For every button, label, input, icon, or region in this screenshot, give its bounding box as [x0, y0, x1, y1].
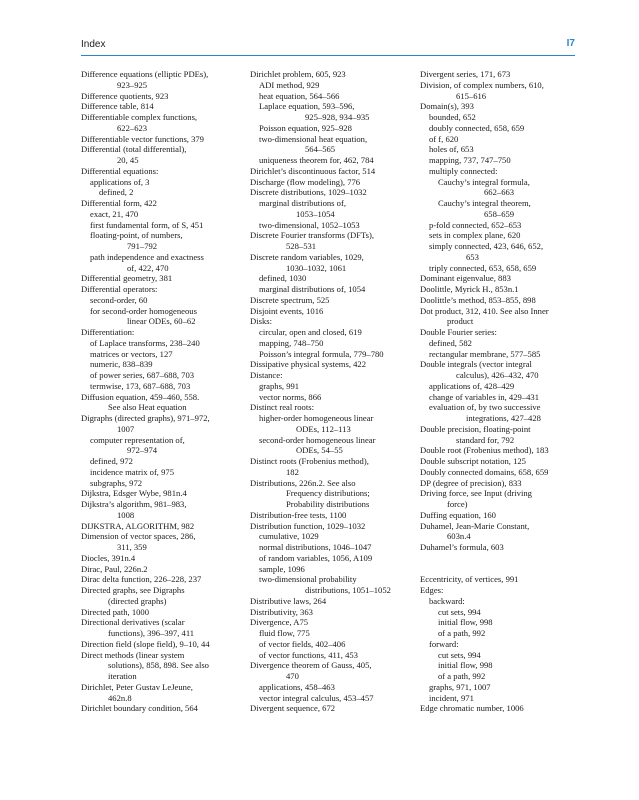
index-entry: Discharge (flow modeling), 776	[250, 176, 361, 187]
index-subentry: termwise, 173, 687–688, 703	[90, 380, 191, 391]
index-column-1	[81, 69, 259, 714]
index-subentry: functions), 396–397, 411	[108, 628, 195, 638]
index-entry: Distance:	[250, 370, 283, 380]
index-entry: Doubly connected domains, 658, 659	[420, 466, 549, 477]
index-subentry: mapping, 748–750	[259, 337, 324, 348]
index-entry: Diffusion equation, 459–460, 558.	[81, 391, 200, 402]
index-subentry: rectangular membrane, 577–585	[429, 348, 541, 359]
index-subentry: cut sets, 994	[438, 606, 481, 617]
index-entry: Differentiation:	[81, 327, 135, 337]
index-subentry: 662–663	[484, 187, 515, 198]
index-subentry: exact, 21, 470	[90, 208, 139, 219]
index-subentry: initial flow, 998	[438, 617, 493, 628]
index-subentry: integrations, 427–428	[466, 413, 541, 423]
index-entry: Difference quotients, 923	[81, 90, 169, 101]
index-entry: Dot product, 312, 410. See also Inner	[420, 305, 549, 316]
index-subentry: solutions), 858, 898. See also	[108, 660, 209, 671]
index-subentry: heat equation, 564–566	[259, 90, 340, 101]
index-subentry: 972–974	[127, 445, 158, 456]
index-column-3	[420, 69, 580, 714]
index-subentry: simply connected, 423, 646, 652,	[429, 241, 544, 251]
index-subentry: numeric, 838–839	[90, 359, 153, 370]
index-entry: Dominant eigenvalue, 883	[420, 273, 511, 284]
index-entry: Differentiable vector functions, 379	[81, 133, 204, 144]
index-subentry: path independence and exactness	[90, 251, 204, 262]
index-subentry: calculus), 426–432, 470	[456, 370, 539, 380]
index-subentry: 182	[286, 466, 299, 477]
index-subentry: Poisson equation, 925–928	[259, 122, 352, 133]
index-entry: Discrete random variables, 1029,	[250, 251, 364, 262]
index-subentry: Probability distributions	[286, 499, 370, 509]
index-subentry: higher-order homogeneous linear	[259, 413, 374, 423]
index-subentry: of power series, 687–688, 703	[90, 370, 195, 380]
index-entry: Duhamel, Jean-Marie Constant,	[420, 520, 530, 531]
running-header	[81, 38, 575, 54]
index-subentry: 20, 45	[117, 155, 139, 165]
index-entry: Edges:	[420, 585, 444, 595]
index-subentry: holes of, 653	[429, 144, 474, 155]
index-subentry: 1008	[117, 509, 135, 520]
index-entry: Distribution function, 1029–1032	[250, 520, 366, 531]
index-subentry: 564–565	[305, 144, 336, 155]
header-rule	[81, 55, 575, 56]
index-entry: Difference equations (elliptic PDEs),	[81, 69, 209, 79]
index-entry: Doolittle’s method, 853–855, 898	[420, 294, 536, 305]
index-subentry: of a path, 992	[438, 628, 486, 638]
index-subentry: 528–531	[286, 241, 317, 251]
index-entry: Differential operators:	[81, 284, 158, 294]
index-subentry: 311, 359	[117, 542, 147, 552]
index-entry: Dimension of vector spaces, 286,	[81, 531, 196, 542]
index-subentry: of, 422, 470	[127, 262, 169, 273]
index-subentry: of vector fields, 402–406	[259, 638, 346, 649]
index-subentry: ODEs, 112–113	[296, 423, 351, 434]
index-subentry: 923–925	[117, 79, 148, 90]
index-subentry: 470	[286, 671, 299, 681]
section-gap	[420, 553, 580, 564]
index-subentry: two-dimensional heat equation,	[259, 133, 368, 144]
index-subentry: multiply connected:	[429, 165, 498, 176]
index-entry: Division, of complex numbers, 610,	[420, 79, 544, 90]
section-gap	[420, 564, 580, 575]
index-entry: Distributions, 226n.2. See also	[250, 477, 356, 488]
index-entry: Differential (total differential),	[81, 144, 187, 155]
index-subentry: 615–616	[456, 90, 487, 101]
index-subentry: first fundamental form, of S, 451	[90, 219, 204, 230]
index-subentry: doubly connected, 658, 659	[429, 122, 525, 133]
index-subentry: Cauchy’s integral formula,	[438, 176, 530, 187]
index-entry: Dissipative physical systems, 422	[250, 359, 367, 370]
index-subentry: second-order homogeneous linear	[259, 434, 376, 445]
index-entry: Domain(s), 393	[420, 101, 474, 112]
index-entry: Dirac delta function, 226–228, 237	[81, 574, 202, 585]
index-subentry: ODEs, 54–55	[296, 445, 343, 456]
index-entry: Differentiable complex functions,	[81, 112, 198, 122]
index-entry: Directional derivatives (scalar	[81, 617, 185, 628]
index-subentry: incidence matrix of, 975	[90, 466, 174, 477]
index-subentry: 1053–1054	[296, 208, 335, 219]
index-entry: Differential form, 422	[81, 198, 157, 208]
index-subentry: second-order, 60	[90, 294, 148, 305]
index-entry: Duffing equation, 160	[420, 509, 496, 520]
index-subentry: linear ODEs, 60–62	[127, 316, 196, 327]
index-subentry: iteration	[108, 671, 137, 681]
index-subentry: backward:	[429, 595, 465, 606]
index-entry: Divergence theorem of Gauss, 405,	[250, 660, 372, 671]
index-entry: Divergent sequence, 672	[250, 703, 336, 714]
index-subentry: vector integral calculus, 453–457	[259, 692, 374, 703]
index-subentry: of random variables, 1056, A109	[259, 552, 373, 563]
index-entry: Doolittle, Myrick H., 853n.1	[420, 284, 519, 294]
index-entry: Divergent series, 171, 673	[420, 69, 511, 79]
index-subentry: standard for, 792	[456, 434, 515, 445]
index-subentry: defined, 1030	[259, 273, 307, 284]
index-entry: DIJKSTRA, ALGORITHM, 982	[81, 520, 195, 531]
index-subentry: matrices or vectors, 127	[90, 348, 173, 359]
index-subentry: uniqueness theorem for, 462, 784	[259, 155, 374, 165]
index-subentry: applications, 458–463	[259, 681, 335, 692]
index-entry: Direct methods (linear system	[81, 649, 185, 660]
index-subentry: defined, 2	[99, 187, 134, 198]
index-subentry: 462n.8	[108, 692, 132, 703]
index-entry: Differential geometry, 381	[81, 273, 173, 284]
index-subentry: distributions, 1051–1052	[305, 585, 391, 595]
index-subentry: vector norms, 866	[259, 391, 322, 402]
index-subentry: product	[447, 316, 474, 327]
index-entry: Dirac, Paul, 226n.2	[81, 563, 148, 574]
index-subentry: sample, 1096	[259, 563, 305, 574]
index-entry: Direction field (slope field), 9–10, 44	[81, 638, 210, 649]
index-entry: Double precision, floating-point	[420, 423, 531, 434]
index-entry: Discrete distributions, 1029–1032	[250, 187, 367, 198]
index-subentry: fluid flow, 775	[259, 628, 310, 638]
index-subentry: graphs, 971, 1007	[429, 681, 491, 692]
index-subentry: evaluation of, by two successive	[429, 402, 541, 413]
index-entry: Double Fourier series:	[420, 327, 497, 337]
index-entry: Eccentricity, of vertices, 991	[420, 574, 519, 585]
index-subentry: (directed graphs)	[108, 595, 167, 606]
index-subentry: incident, 971	[429, 692, 474, 703]
index-subentry: Frequency distributions;	[286, 488, 370, 499]
index-subentry: 925–928, 934–935	[305, 112, 370, 122]
index-entry: Directed graphs, see Digraphs	[81, 585, 185, 595]
index-entry: Edge chromatic number, 1006	[420, 703, 524, 714]
index-subentry: marginal distributions of, 1054	[259, 284, 366, 294]
index-subentry: two-dimensional, 1052–1053	[259, 219, 360, 230]
index-entry: Digraphs (directed graphs), 971–972,	[81, 413, 210, 423]
index-subentry: marginal distributions of,	[259, 198, 346, 208]
index-entry: Difference table, 814	[81, 101, 154, 112]
index-entry: Disks:	[250, 316, 272, 327]
index-subentry: initial flow, 998	[438, 660, 493, 671]
index-subentry: defined, 582	[429, 337, 472, 348]
index-subentry: 1007	[117, 423, 135, 434]
index-entry: Directed path, 1000	[81, 606, 150, 617]
index-subentry: 653	[466, 251, 479, 262]
index-entry: Dirichlet’s discontinuous factor, 514	[250, 165, 376, 176]
header-title: Index	[81, 39, 106, 50]
index-subentry: of f, 620	[429, 133, 459, 144]
index-subentry: forward:	[429, 638, 459, 649]
index-subentry: cumulative, 1029	[259, 531, 319, 542]
index-entry: Discrete Fourier transforms (DFTs),	[250, 230, 374, 241]
index-column-2	[250, 69, 428, 714]
index-subentry: for second-order homogeneous	[90, 305, 197, 316]
index-subentry: 1030–1032, 1061	[286, 262, 347, 273]
index-subentry: floating-point, of numbers,	[90, 230, 183, 241]
index-entry: Dirichlet boundary condition, 564	[81, 703, 198, 714]
page-number: I7	[566, 38, 575, 49]
index-subentry: sets in complex plane, 620	[429, 230, 521, 241]
index-subentry: Laplace equation, 593–596,	[259, 101, 355, 112]
index-subentry: See also Heat equation	[108, 402, 187, 413]
index-entry: Dirichlet, Peter Gustav LeJeune,	[81, 681, 193, 692]
index-subentry: applications of, 428–429	[429, 380, 515, 391]
index-subentry: applications of, 3	[90, 176, 150, 187]
index-entry: Distributivity, 363	[250, 606, 313, 617]
index-subentry: defined, 972	[90, 456, 133, 466]
index-subentry: Poisson’s integral formula, 779–780	[259, 348, 384, 359]
index-subentry: 791–792	[127, 241, 158, 251]
index-entry: Discrete spectrum, 525	[250, 294, 330, 305]
index-entry: Dijkstra, Edsger Wybe, 981n.4	[81, 488, 187, 499]
index-entry: Differential equations:	[81, 165, 159, 176]
index-subentry: 622–623	[117, 122, 148, 133]
index-subentry: graphs, 991	[259, 380, 300, 391]
index-subentry: triply connected, 653, 658, 659	[429, 262, 537, 273]
index-entry: Dijkstra’s algorithm, 981–983,	[81, 499, 187, 509]
index-entry: Divergence, A75	[250, 617, 309, 628]
index-entry: Double integrals (vector integral	[420, 359, 532, 370]
index-subentry: two-dimensional probability	[259, 574, 357, 585]
index-entry: Disjoint events, 1016	[250, 305, 324, 316]
index-subentry: 658–659	[484, 208, 515, 219]
index-subentry: subgraphs, 972	[90, 477, 143, 488]
index-entry: Distribution-free tests, 1100	[250, 509, 347, 520]
index-subentry: cut sets, 994	[438, 649, 481, 660]
index-subentry: mapping, 737, 747–750	[429, 155, 511, 165]
index-subentry: Cauchy’s integral theorem,	[438, 198, 531, 208]
index-entry: Distinct real roots:	[250, 402, 314, 413]
index-subentry: p-fold connected, 652–653	[429, 219, 522, 230]
index-subentry: bounded, 652	[429, 112, 476, 122]
index-entry: Driving force, see Input (driving	[420, 488, 532, 499]
index-entry: Double root (Frobenius method), 183	[420, 445, 549, 456]
index-subentry: circular, open and closed, 619	[259, 327, 362, 337]
index-subentry: computer representation of,	[90, 434, 185, 445]
index-subentry: normal distributions, 1046–1047	[259, 542, 372, 552]
index-subentry: of Laplace transforms, 238–240	[90, 337, 200, 348]
index-subentry: of vector functions, 411, 453	[259, 649, 358, 660]
index-subentry: 603n.4	[447, 531, 471, 542]
index-entry: Distributive laws, 264	[250, 595, 327, 606]
index-entry: Dirichlet problem, 605, 923	[250, 69, 346, 79]
index-subentry: change of variables in, 429–431	[429, 391, 540, 402]
index-entry: DP (degree of precision), 833	[420, 477, 522, 488]
index-subentry: ADI method, 929	[259, 79, 320, 90]
index-entry: Distinct roots (Frobenius method),	[250, 456, 369, 466]
index-subentry: of a path, 992	[438, 671, 486, 681]
index-subentry: force)	[447, 499, 468, 509]
index-entry: Double subscript notation, 125	[420, 456, 526, 466]
index-entry: Duhamel’s formula, 603	[420, 542, 504, 552]
index-entry: Diocles, 391n.4	[81, 552, 136, 563]
